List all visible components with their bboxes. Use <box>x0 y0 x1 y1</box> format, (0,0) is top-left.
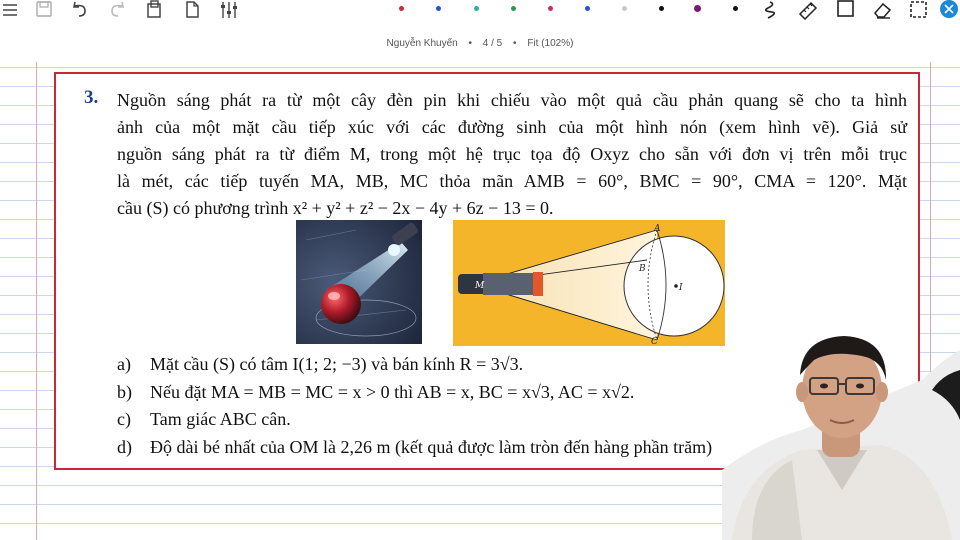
question-line: ảnh của một mặt cầu tiếp xúc với các đường sinh của một hình nón (xem hình vẽ). Giả sử <box>117 117 907 137</box>
cone-sphere-diagram <box>453 220 725 346</box>
save-icon[interactable] <box>33 0 55 20</box>
pen-color-pink[interactable] <box>548 6 553 11</box>
question-line: nguồn sáng phát ra từ điểm M, trong một hệ trục tọa độ Oxyz cho sẵn với đơn vị trên mỗi trục <box>117 144 907 164</box>
separator-dot: • <box>513 38 517 49</box>
pen-color-blue[interactable] <box>436 6 441 11</box>
undo-icon[interactable] <box>69 0 91 20</box>
document-author: Nguyễn Khuyến <box>386 38 458 49</box>
toolbar <box>0 0 960 22</box>
pen-color-teal[interactable] <box>474 6 479 11</box>
page-icon[interactable] <box>181 0 203 20</box>
pen-color-black-2[interactable] <box>733 6 738 11</box>
redo-icon[interactable] <box>106 0 128 20</box>
label-I: I <box>679 283 683 293</box>
pen-color-black[interactable] <box>659 6 664 11</box>
option-c[interactable]: c) Tam giác ABC cân. <box>117 409 291 429</box>
document-info-bar <box>0 38 960 58</box>
ruler-icon[interactable] <box>797 0 819 20</box>
label-A: A <box>654 224 661 234</box>
pen-color-blue-2[interactable] <box>585 6 590 11</box>
question-number: 3. <box>84 87 99 108</box>
pen-color-red[interactable] <box>399 6 404 11</box>
label-M: M <box>475 281 485 291</box>
lasso-icon[interactable] <box>760 0 782 20</box>
menu-icon[interactable] <box>0 0 22 20</box>
option-b[interactable]: b) Nếu đặt MA = MB = MC = x > 0 thì AB = x, BC = x√3, AC = x√2. <box>117 381 635 402</box>
option-d[interactable]: d) Độ dài bé nhất của OM là 2,26 m (kết quả được làm tròn đến hàng phần trăm) <box>117 436 713 457</box>
question-line: cầu (S) có phương trình x² + y² + z² − 2x − 4y + 6z − 13 = 0. <box>117 198 554 218</box>
flashlight-illustration <box>296 220 422 344</box>
webcam-overlay <box>722 320 960 540</box>
settings-sliders-icon[interactable] <box>218 0 240 20</box>
pen-color-green[interactable] <box>511 6 516 11</box>
label-B: B <box>639 264 646 274</box>
square-icon[interactable] <box>835 0 857 20</box>
pen-color-grey[interactable] <box>622 6 627 11</box>
label-C: C <box>651 337 658 346</box>
clipboard-icon[interactable] <box>144 0 166 20</box>
page-indicator[interactable]: 4 / 5 <box>482 38 503 49</box>
zoom-level[interactable]: Fit (102%) <box>527 38 574 49</box>
option-a[interactable]: a) Mặt cầu (S) có tâm I(1; 2; −3) và bán kính R = 3√3. <box>117 354 524 374</box>
eraser-icon[interactable] <box>872 0 894 20</box>
close-icon[interactable] <box>938 0 960 20</box>
select-icon[interactable] <box>908 0 930 20</box>
pen-color-purple[interactable] <box>694 5 701 12</box>
margin-line-left <box>36 62 37 540</box>
question-line: Nguồn sáng phát ra từ một cây đèn pin khi chiếu vào một quả cầu phản quang sẽ cho ta hình <box>117 90 907 110</box>
separator-dot: • <box>468 38 472 49</box>
question-line: là mét, các tiếp tuyến MA, MB, MC thỏa mãn AMB = 60°, BMC = 90°, CMA = 120°. Mặt <box>117 171 907 191</box>
question-text <box>117 87 907 222</box>
